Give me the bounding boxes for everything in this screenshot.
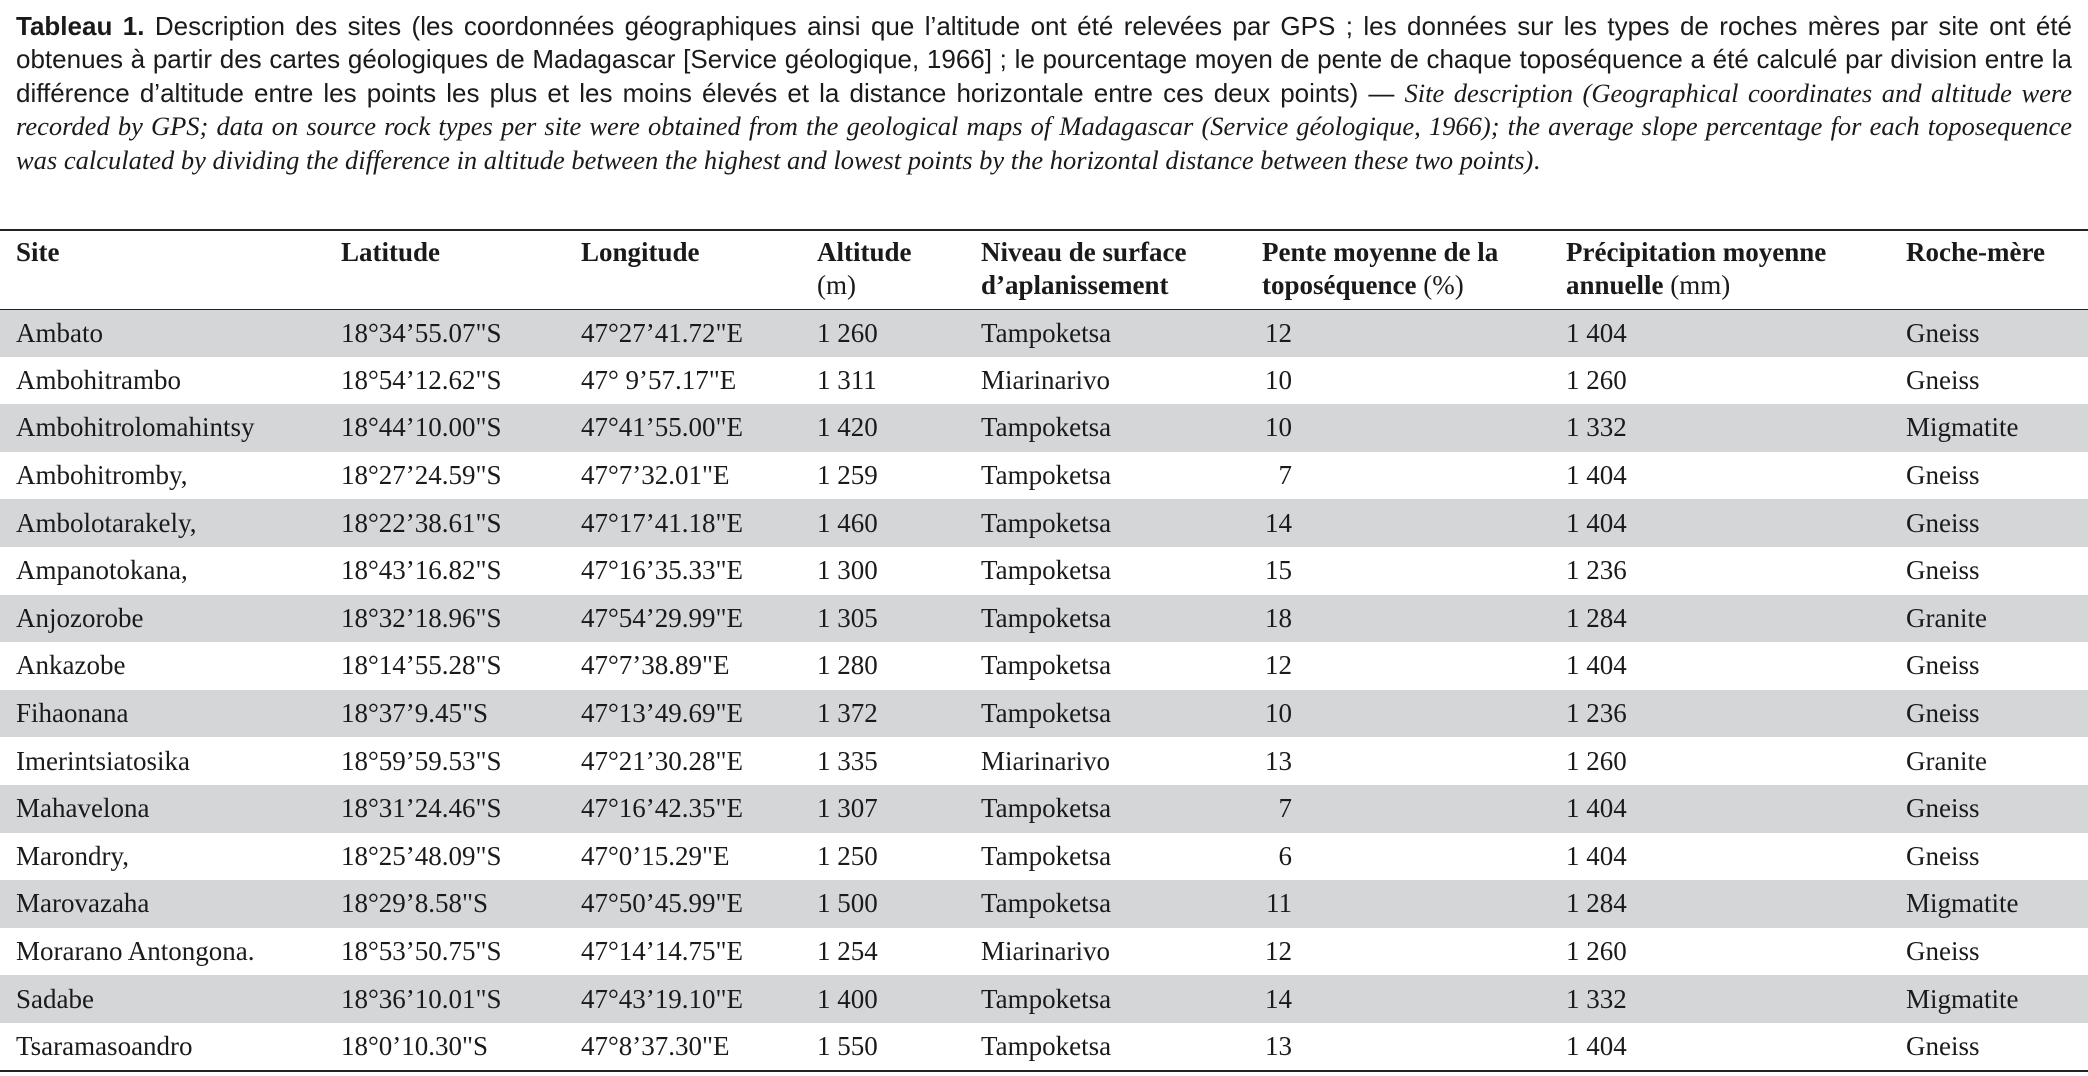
cell-precipitation: 1 404: [1566, 793, 1627, 824]
cell-latitude: 18°22’38.61"S: [341, 507, 502, 538]
cell-site: Ampanotokana,: [16, 555, 188, 586]
cell-pente: [1246, 499, 1550, 547]
cell-roche-mere: Gneiss: [1906, 793, 1980, 824]
cell-pente: [1246, 357, 1550, 405]
cell-precipitation: 1 236: [1566, 555, 1627, 586]
pente-value: 13: [1265, 1030, 1292, 1061]
table-row: [0, 357, 2088, 405]
cell-altitude: 1 500: [817, 888, 878, 919]
cell-niveau: Tampoketsa: [981, 983, 1112, 1014]
pente-value: 14: [1265, 983, 1292, 1014]
pente-value: 12: [1265, 650, 1292, 681]
header-altitude: Altitude (m): [801, 230, 965, 309]
cell-precipitation: 1 404: [1566, 1030, 1627, 1061]
cell-site: Anjozorobe: [16, 602, 144, 633]
cell-longitude: 47°41’55.00"E: [581, 412, 744, 443]
cell-precipitation: 1 260: [1566, 364, 1627, 395]
cell-precipitation: 1 404: [1566, 650, 1627, 681]
cell-pente: [1246, 975, 1550, 1023]
cell-roche-mere: Gneiss: [1906, 364, 1980, 395]
header-niveau: Niveau de surface d’aplanissement: [965, 230, 1246, 309]
cell-latitude: 18°31’24.46"S: [341, 793, 502, 824]
cell-niveau: Tampoketsa: [981, 888, 1112, 919]
cell-longitude: 47°14’14.75"E: [581, 936, 744, 967]
cell-longitude: 47°16’35.33"E: [581, 555, 744, 586]
caption-english-text: Site description (Geographical coordinates and altitude were recorded by GPS; data on source rock types per site were obtained from the geological maps of Madagascar (Service géologique, 1966); the average slope percentage for each toposequence was calculated by dividing the difference in altitude between the highest and lowest points by the horizontal distance between these two points): [16, 77, 2072, 175]
cell-roche-mere: Gneiss: [1906, 460, 1980, 491]
table-row: [0, 309, 2088, 357]
table-row: [0, 547, 2088, 595]
cell-roche-mere: Granite: [1906, 745, 1987, 776]
cell-roche-mere: Gneiss: [1906, 936, 1980, 967]
cell-longitude: 47°43’19.10"E: [581, 983, 744, 1014]
header-pente-unit: (%): [1416, 270, 1464, 300]
table-row: [0, 499, 2088, 547]
cell-longitude: 47°7’32.01"E: [581, 460, 730, 491]
cell-roche-mere: Migmatite: [1906, 412, 2019, 443]
cell-site: Ambohitrolomahintsy: [16, 412, 255, 443]
cell-pente: [1246, 833, 1550, 881]
cell-altitude: 1 400: [817, 983, 878, 1014]
table-row: [0, 1023, 2088, 1071]
cell-pente: [1246, 642, 1550, 690]
caption-label: Tableau 1.: [16, 11, 145, 41]
cell-pente: [1246, 880, 1550, 928]
cell-longitude: 47° 9’57.17"E: [581, 364, 737, 395]
cell-roche-mere: Gneiss: [1906, 555, 1980, 586]
cell-niveau: Tampoketsa: [981, 317, 1112, 348]
table-row: [0, 928, 2088, 976]
table-row: [0, 690, 2088, 738]
cell-precipitation: 1 404: [1566, 840, 1627, 871]
cell-roche-mere: Gneiss: [1906, 507, 1980, 538]
cell-niveau: Tampoketsa: [981, 507, 1112, 538]
table-row: [0, 642, 2088, 690]
cell-latitude: 18°44’10.00"S: [341, 412, 502, 443]
header-roche-mere: Roche-mère: [1890, 230, 2088, 309]
cell-roche-mere: Gneiss: [1906, 650, 1980, 681]
cell-site: Ambolotarakely,: [16, 507, 197, 538]
cell-precipitation: 1 260: [1566, 745, 1627, 776]
cell-altitude: 1 260: [817, 317, 878, 348]
cell-niveau: Tampoketsa: [981, 793, 1112, 824]
cell-site: Mahavelona: [16, 793, 150, 824]
cell-roche-mere: Migmatite: [1906, 888, 2019, 919]
pente-value: 7: [1278, 460, 1292, 491]
caption-french-text: Description des sites (les coordonnées géographiques ainsi que l’altitude ont été relevées par GPS ; les données sur les types de roches mères par site ont été obtenues à partir des cartes géologiques de Madagascar [Service géologique, 1966] ; le pourcentage moyen de pente de chaque toposéquence a été calculé par division entre la différence d’altitude entre les points les plus et les moins élevés et la distance horizontale entre ces deux points) —: [16, 11, 2073, 108]
cell-roche-mere: Gneiss: [1906, 1030, 1980, 1061]
header-altitude-unit: (m): [817, 270, 856, 300]
pente-value: 15: [1265, 555, 1292, 586]
cell-niveau: Miarinarivo: [981, 936, 1110, 967]
cell-longitude: 47°8’37.30"E: [581, 1030, 730, 1061]
cell-precipitation: 1 332: [1566, 983, 1627, 1014]
pente-value: 7: [1278, 793, 1292, 824]
header-latitude: Latitude: [325, 230, 565, 309]
cell-niveau: Tampoketsa: [981, 1030, 1112, 1061]
cell-longitude: 47°7’38.89"E: [581, 650, 730, 681]
cell-longitude: 47°13’49.69"E: [581, 698, 744, 729]
cell-precipitation: 1 404: [1566, 317, 1627, 348]
cell-site: Marovazaha: [16, 888, 150, 919]
table-row: [0, 404, 2088, 452]
pente-value: 14: [1265, 507, 1292, 538]
cell-site: Ambato: [16, 317, 103, 348]
cell-longitude: 47°27’41.72"E: [581, 317, 744, 348]
cell-site: Ambohitrambo: [16, 364, 181, 395]
cell-roche-mere: Gneiss: [1906, 317, 1980, 348]
cell-niveau: Tampoketsa: [981, 840, 1112, 871]
cell-precipitation: 1 284: [1566, 888, 1627, 919]
table-row: [0, 737, 2088, 785]
cell-latitude: 18°32’18.96"S: [341, 602, 502, 633]
cell-altitude: 1 460: [817, 507, 878, 538]
cell-altitude: 1 550: [817, 1030, 878, 1061]
pente-value: 10: [1265, 364, 1292, 395]
cell-pente: [1246, 309, 1550, 357]
table-row: [0, 452, 2088, 500]
pente-value: 18: [1265, 602, 1292, 633]
cell-longitude: 47°17’41.18"E: [581, 507, 744, 538]
cell-site: Marondry,: [16, 840, 129, 871]
table-row: [0, 975, 2088, 1023]
cell-pente: [1246, 690, 1550, 738]
cell-altitude: 1 307: [817, 793, 878, 824]
cell-pente: [1246, 1023, 1550, 1071]
cell-longitude: 47°50’45.99"E: [581, 888, 744, 919]
cell-longitude: 47°54’29.99"E: [581, 602, 744, 633]
table-row: [0, 785, 2088, 833]
cell-altitude: 1 300: [817, 555, 878, 586]
cell-site: Ambohitromby,: [16, 460, 188, 491]
cell-altitude: 1 335: [817, 745, 878, 776]
caption-end: .: [1533, 144, 1540, 175]
cell-altitude: 1 254: [817, 936, 878, 967]
cell-latitude: 18°37’9.45"S: [341, 698, 489, 729]
cell-altitude: 1 305: [817, 602, 878, 633]
header-pente: Pente moyenne de la toposéquence (%): [1246, 230, 1550, 309]
cell-pente: [1246, 928, 1550, 976]
cell-altitude: 1 259: [817, 460, 878, 491]
cell-pente: [1246, 452, 1550, 500]
cell-site: Morarano Antongona.: [16, 936, 255, 967]
pente-value: 11: [1266, 888, 1292, 919]
pente-value: 10: [1265, 698, 1292, 729]
cell-niveau: Tampoketsa: [981, 412, 1112, 443]
cell-site: Tsaramasoandro: [16, 1030, 193, 1061]
cell-roche-mere: Granite: [1906, 602, 1987, 633]
cell-precipitation: 1 404: [1566, 507, 1627, 538]
cell-niveau: Tampoketsa: [981, 698, 1112, 729]
cell-niveau: Tampoketsa: [981, 555, 1112, 586]
cell-latitude: 18°27’24.59"S: [341, 460, 502, 491]
cell-longitude: 47°16’42.35"E: [581, 793, 744, 824]
cell-pente: [1246, 595, 1550, 643]
cell-latitude: 18°43’16.82"S: [341, 555, 502, 586]
cell-altitude: 1 280: [817, 650, 878, 681]
cell-niveau: Tampoketsa: [981, 460, 1112, 491]
pente-value: 10: [1265, 412, 1292, 443]
cell-latitude: 18°34’55.07"S: [341, 317, 502, 348]
site-description-table: [0, 229, 2088, 1072]
cell-site: Sadabe: [16, 983, 94, 1014]
table-row: [0, 595, 2088, 643]
header-site: Site: [0, 230, 325, 309]
cell-latitude: 18°54’12.62"S: [341, 364, 502, 395]
cell-altitude: 1 372: [817, 698, 878, 729]
table-header: [0, 230, 2088, 309]
cell-precipitation: 1 236: [1566, 698, 1627, 729]
cell-latitude: 18°0’10.30"S: [341, 1030, 489, 1061]
cell-site: Imerintsiatosika: [16, 745, 190, 776]
header-row: [0, 230, 2088, 309]
cell-pente: [1246, 785, 1550, 833]
cell-niveau: Miarinarivo: [981, 745, 1110, 776]
pente-value: 12: [1265, 936, 1292, 967]
cell-altitude: 1 311: [817, 364, 877, 395]
cell-altitude: 1 420: [817, 412, 878, 443]
cell-latitude: 18°14’55.28"S: [341, 650, 502, 681]
cell-niveau: Miarinarivo: [981, 364, 1110, 395]
pente-value: 6: [1278, 840, 1292, 871]
header-precipitation: Précipitation moyenne annuelle (mm): [1550, 230, 1890, 309]
cell-precipitation: 1 284: [1566, 602, 1627, 633]
pente-value: 12: [1265, 317, 1292, 348]
cell-roche-mere: Gneiss: [1906, 840, 1980, 871]
header-precipitation-unit: (mm): [1663, 270, 1731, 300]
cell-niveau: Tampoketsa: [981, 602, 1112, 633]
cell-latitude: 18°25’48.09"S: [341, 840, 502, 871]
pente-value: 13: [1265, 745, 1292, 776]
table-body: [0, 309, 2088, 1071]
cell-pente: [1246, 404, 1550, 452]
cell-pente: [1246, 547, 1550, 595]
cell-precipitation: 1 404: [1566, 460, 1627, 491]
cell-altitude: 1 250: [817, 840, 878, 871]
cell-site: Fihaonana: [16, 698, 129, 729]
cell-longitude: 47°0’15.29"E: [581, 840, 730, 871]
table-row: [0, 880, 2088, 928]
cell-latitude: 18°36’10.01"S: [341, 983, 502, 1014]
cell-pente: [1246, 737, 1550, 785]
header-longitude: Longitude: [565, 230, 801, 309]
cell-latitude: 18°59’59.53"S: [341, 745, 502, 776]
table-caption: [16, 10, 2072, 177]
cell-precipitation: 1 260: [1566, 936, 1627, 967]
cell-roche-mere: Migmatite: [1906, 983, 2019, 1014]
cell-longitude: 47°21’30.28"E: [581, 745, 744, 776]
cell-latitude: 18°29’8.58"S: [341, 888, 489, 919]
cell-site: Ankazobe: [16, 650, 126, 681]
table-row: [0, 833, 2088, 881]
cell-precipitation: 1 332: [1566, 412, 1627, 443]
cell-latitude: 18°53’50.75"S: [341, 936, 502, 967]
cell-roche-mere: Gneiss: [1906, 698, 1980, 729]
cell-niveau: Tampoketsa: [981, 650, 1112, 681]
